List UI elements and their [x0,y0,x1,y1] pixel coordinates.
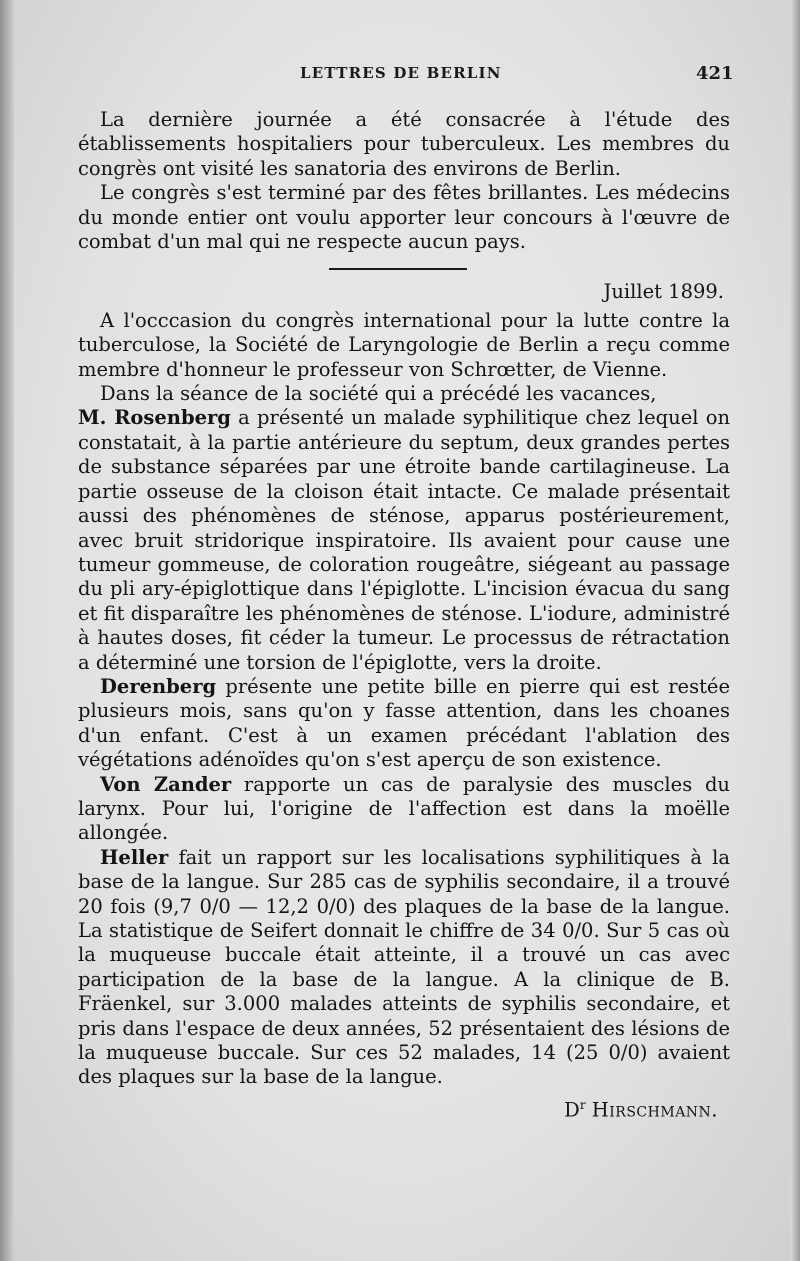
page-edge-shadow [790,0,800,1261]
section-divider [329,268,467,270]
paragraph-body: a présenté un malade syphilitique chez lequel on constatait, à la partie antérieure du septum, deux grandes pertes de substance séparées par une étroite bande cartilagineuse. La partie osseuse de la cloison était intacte. Ce malade présentait aussi des phénomènes de sténose, apparus postérieurement, avec bruit stridorique inspiratoire. Ils avaient pour cause une tumeur gommeuse, de coloration rougeâtre, siégeant au passage du pli ary-épiglottique dans l'épiglotte. L'incision évacua du sang et fit disparaître les phénomènes de sténose. L'iodure, administré à hautes doses, fit céder la tumeur. Le processus de rétractation a déterminé une torsion de l'épiglotte, vers la droite. [78,406,731,674]
author-signature [78,1093,730,1123]
paragraph: Le congrès s'est terminé par des fêtes brillantes. Les médecins du monde entier ont voulu apporter leur concours à l'œuvre de combat d'un mal qui ne respecte aucun pays. [78,181,730,254]
paragraph: A l'occcasion du congrès international pour la lutte contre la tuberculose, la Société de Laryngologie de Berlin a reçu comme membre d'honneur le professeur von Schrœtter, de Vienne. [78,308,730,381]
page-gutter-shadow [0,0,14,1261]
paragraph [78,773,730,846]
running-title: LETTRES DE BERLIN [300,64,502,82]
speaker-name: Heller [100,845,169,869]
speaker-name: M. Rosenberg [78,406,231,430]
paragraph: La dernière journée a été consacrée à l'étude des établissements hospitaliers pour tuberculeux. Les membres du congrès ont visité les sanatoria des environs de Berlin. [78,108,730,180]
paragraph-body: fait un rapport sur les localisations syphilitiques à la base de la langue. Sur 285 cas de syphilis secondaire, il a trouvé 20 fois (9,7 0/0 — 12,2 0/0) des plaques de la base de la langue. La statistique de Seifert donnait le chiffre de 34 0/0. Sur 5 cas où la muqueuse buccale était atteinte, il a trouvé un cas avec participation de la base de la langue. A la clinique de B. Fräenkel, sur 3.000 malades atteints de syphilis secondaire, et pris dans l'espace de deux années, 52 présentaient des lésions de la muqueuse buccale. Sur ces 52 malades, 14 (25 0/0) avaient des plaques sur la base de la langue. [78,845,730,1089]
paragraph-body: présente une petite bille en pierre qui est restée plusieurs mois, sans qu'on y fasse attention, dans les choanes d'un enfant. C'est à un examen précédant l'ablation des végétations adénoïdes qu'on s'est aperçu de son existence. [78,674,730,772]
speaker-name: Derenberg [100,674,217,698]
signature-name: Hirschmann. [591,1098,718,1122]
dateline: Juillet 1899. [603,280,724,304]
signature-title-sup: r [579,1097,586,1112]
signature-title: D [564,1098,580,1122]
paragraph [78,846,730,1090]
body-text [78,108,730,1123]
paragraph [78,675,730,773]
page-number: 421 [696,63,734,84]
paragraph-body: rapporte un cas de paralysie des muscles du larynx. Pour lui, l'origine de l'affection est dans la moëlle allongée. [78,772,730,845]
paragraph [78,382,730,675]
paragraph-lead: Dans la séance de la société qui a précédé les vacances, [100,382,657,406]
speaker-name: Von Zander [100,772,232,796]
